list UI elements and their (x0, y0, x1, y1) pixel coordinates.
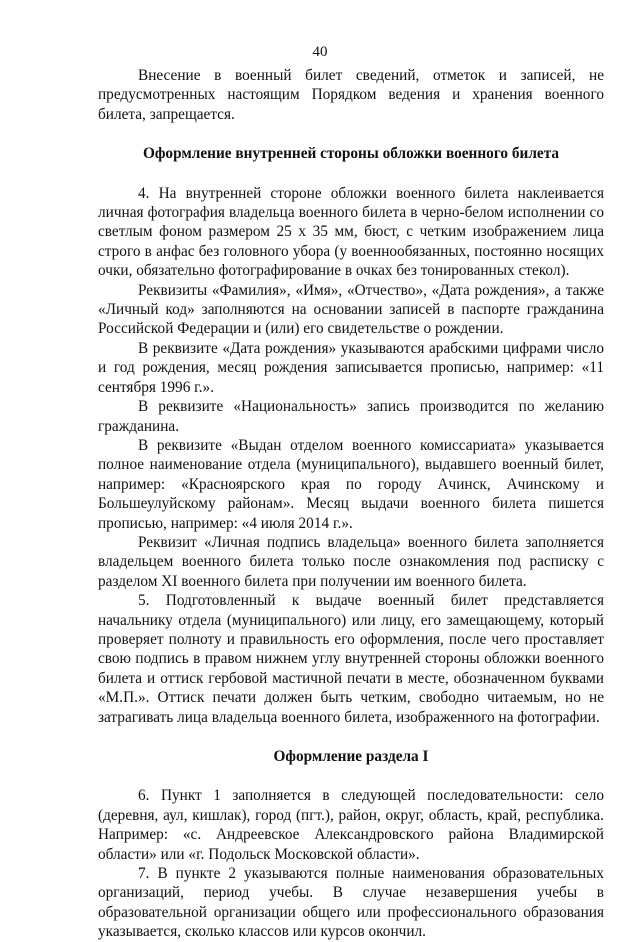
paragraph-issued-by: В реквизите «Выдан отделом военного комиссариата» указывается полное наименование отдела (муниципального), выдавшего военный билет, например: «Красноярского края по городу Ачинск, Ачинскому и Большеулуйскому районам». Месяц выдачи военного билета пишется прописью, например: «4 июля 2014 г.». (98, 436, 604, 532)
intro-paragraph: Внесение в военный билет сведений, отметок и записей, не предусмотренных настоящим Порядком ведения и хранения военного билета, запрещается. (98, 67, 604, 123)
section-heading-cover: Оформление внутренней стороны обложки военного билета (142, 145, 560, 163)
paragraph-item-5: 5. Подготовленный к выдаче военный билет представляется начальнику отдела (муниципального) или лицу, его замещающему, который проверяет полноту и правильность его оформления, после чего проставляет свою подпись в правом нижнем углу внутренней стороны обложки военного билета и оттиск гербовой мастичной печати в месте, обозначенном буквами «М.П.». Оттиск печати должен быть четким, свободно читаемым, но не затрагивать лица владельца военного билета, изображенного на фотографии. (98, 592, 604, 726)
paragraph-item-4: 4. На внутренней стороне обложки военного билета наклеивается личная фотография владельца военного билета в черно-белом исполнении со светлым фоном размером 25 х 35 мм, бюст, с четким изображением лица строго в анфас без головного убора (у военнообязанных, постоянно носящих очки, обязательно фотографирование в очках без тонированных стекол). (98, 184, 604, 280)
paragraph-requisites-names: Реквизиты «Фамилия», «Имя», «Отчество», «Дата рождения», а также «Личный код» заполняются на основании записей в паспорте гражданина Российской Федерации и (или) его свидетельстве о рождении. (98, 281, 604, 338)
paragraph-nationality: В реквизите «Национальность» запись производится по желанию гражданина. (98, 398, 604, 435)
page-number: 40 (312, 44, 328, 60)
document-body (98, 66, 604, 942)
section-heading-section-one: Оформление раздела I (273, 748, 429, 765)
paragraph-birth-date: В реквизите «Дата рождения» указываются арабскими цифрами число и год рождения, месяц рождения записывается прописью, например: «11 сентября 1996 г.». (98, 339, 604, 396)
paragraph-item-6: 6. Пункт 1 заполняется в следующей последовательности: село (деревня, аул, кишлак), город (пгт.), район, округ, область, край, республика. Например: «с. Андреевское Александровского района Владимирской области» или «г. Подольск Московской области». (98, 787, 604, 863)
paragraph-item-7: 7. В пункте 2 указываются полные наименования образовательных организаций, период учебы. В случае незавершения учебы в образовательной организации общего или профессионального образования указывается, сколько классов или курсов окончил. (98, 865, 604, 941)
paragraph-owner-signature: Реквизит «Личная подпись владельца» военного билета заполняется владельцем военного билета только после ознакомления под расписку с разделом XI военного билета при получении им военного билета. (98, 533, 604, 590)
